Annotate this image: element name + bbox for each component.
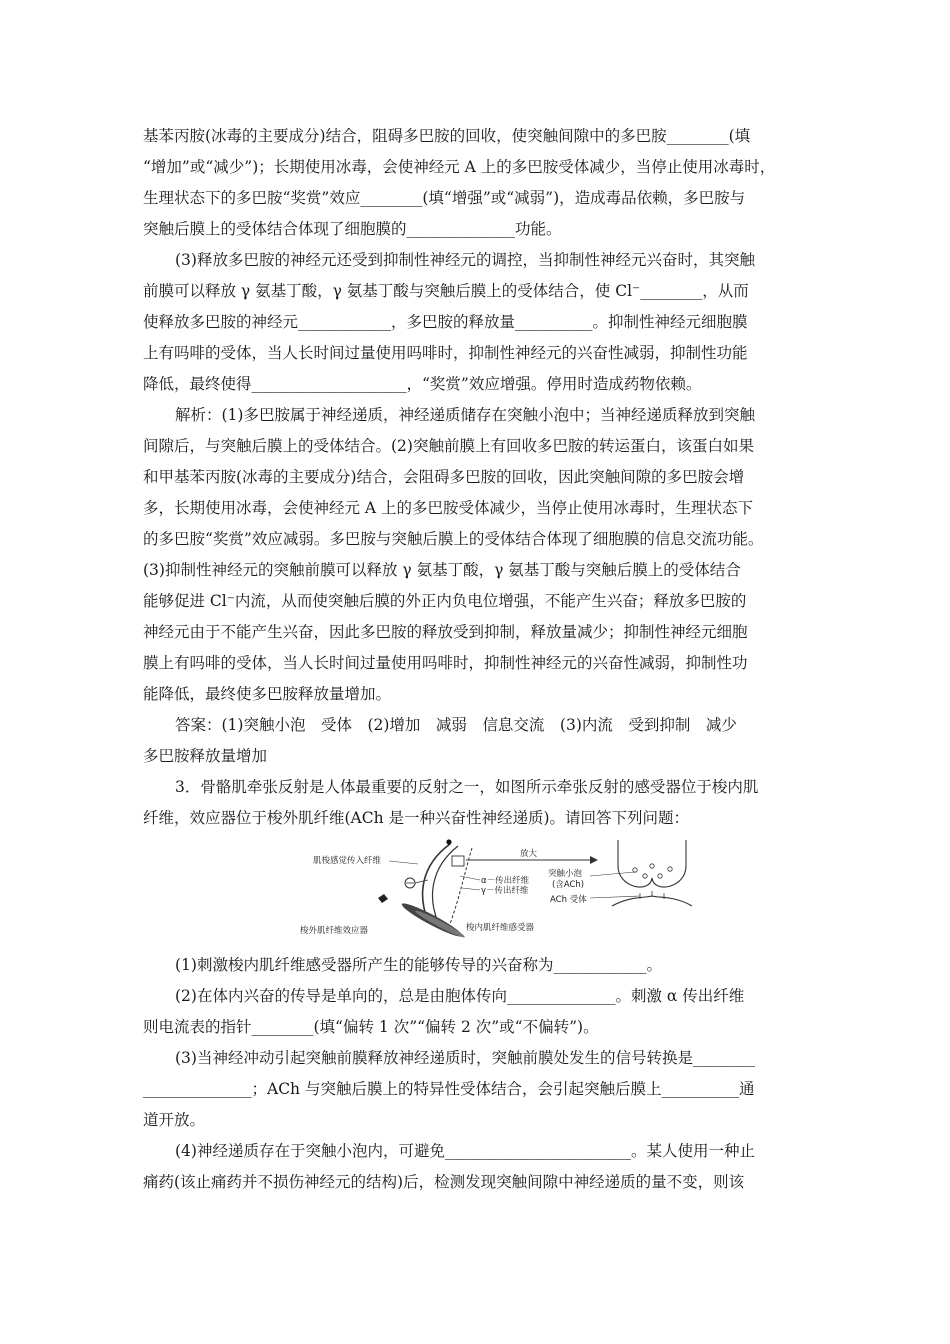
explanation-line: 多，长期使用冰毒，会使神经元 A 上的多巴胺受体减少，当停止使用冰毒时，生理状态下 bbox=[143, 499, 754, 517]
explanation-line: (3)抑制性神经元的突触前膜可以释放 γ 氨基丁酸，γ 氨基丁酸与突触后膜上的受体结合 bbox=[143, 561, 741, 579]
label-ach-receptor: ACh 受体 bbox=[550, 895, 587, 905]
question-stem: 3．骨骼肌牵张反射是人体最重要的反射之一，如图所示牵张反射的感受器位于梭内肌 bbox=[175, 778, 759, 796]
question-item: (4)神经递质存在于突触小泡内，可避免________________________。某人使用一种止 bbox=[175, 1142, 755, 1160]
postsynaptic-membrane bbox=[612, 896, 692, 906]
text-line: 使释放多巴胺的神经元____________，多巴胺的释放量__________。抑制性神经元细胞膜 bbox=[143, 313, 748, 331]
neuron-body bbox=[446, 839, 451, 844]
label-gamma: γ－传出纤维 bbox=[481, 886, 529, 896]
explanation-line: 膜上有吗啡的受体，当人长时间过量使用吗啡时，抑制性神经元的兴奋性减弱，抑制性功 bbox=[143, 654, 748, 672]
label-afferent: 肌梭感觉传入纤维 bbox=[313, 856, 382, 866]
explanation-line: 的多巴胺“奖赏”效应减弱。多巴胺与突触后膜上的受体结合体现了细胞膜的信息交流功能。 bbox=[143, 530, 764, 548]
text-line: 降低，最终使得____________________，“奖赏”效应增强。停用时造成药物依赖。 bbox=[143, 375, 702, 393]
answer-line: 答案：(1)突触小泡 受体 (2)增加 减弱 信息交流 (3)内流 受到抑制 减少 bbox=[175, 716, 737, 734]
text-line: 基苯丙胺(冰毒的主要成分)结合，阻碍多巴胺的回收，使突触间隙中的多巴胺________(填 bbox=[143, 127, 751, 145]
label-magnify: 放大 bbox=[520, 849, 538, 859]
text-line: 前膜可以释放 γ 氨基丁酸，γ 氨基丁酸与突触后膜上的受体结合，使 Cl⁻________，从而 bbox=[143, 282, 749, 300]
question-item: (3)当神经冲动引起突触前膜释放神经递质时，突触前膜处发生的信号转换是________ bbox=[175, 1049, 755, 1067]
text-line: 突触后膜上的受体结合体现了细胞膜的______________功能。 bbox=[143, 220, 562, 238]
text-line: “增加”或“减少”)；长期使用冰毒，会使神经元 A 上的多巴胺受体减少，当停止使用冰毒时， bbox=[143, 158, 776, 176]
intrafusal-muscle bbox=[414, 908, 466, 940]
stretch-reflex-figure bbox=[300, 836, 700, 946]
gamma-fiber bbox=[450, 848, 472, 924]
question-stem: 纤维，效应器位于梭外肌纤维(ACh 是一种兴奋性神经递质)。请回答下列问题： bbox=[143, 809, 690, 827]
explanation-line: 和甲基苯丙胺(冰毒的主要成分)结合，会阻碍多巴胺的回收，因此突触间隙的多巴胺会增 bbox=[143, 468, 745, 486]
effector-mark bbox=[378, 894, 388, 903]
label-effector: 梭外肌纤维效应器 bbox=[300, 926, 369, 936]
question-item: (2)在体内兴奋的传导是单向的，总是由胞体传向______________。刺激 α 传出纤维 bbox=[175, 987, 745, 1005]
question-item: 痛药(该止痛药并不损伤神经元的结构)后，检测发现突触间隙中神经递质的量不变，则该 bbox=[143, 1173, 745, 1191]
label-vesicle-ach: (含ACh) bbox=[552, 880, 585, 890]
question-item: (1)刺激梭内肌纤维感受器所产生的能够传导的兴奋称为____________。 bbox=[175, 956, 662, 974]
question-item: 道开放。 bbox=[143, 1111, 206, 1129]
label-alpha: α－传出纤维 bbox=[481, 876, 530, 886]
stretch-reflex-diagram bbox=[300, 836, 700, 946]
label-vesicle: 突触小泡 bbox=[548, 869, 583, 879]
explanation-line: 能够促进 Cl⁻内流，从而使突触后膜的外正内负电位增强，不能产生兴奋；释放多巴胺的 bbox=[143, 592, 747, 610]
text-line: (3)释放多巴胺的神经元还受到抑制性神经元的调控，当抑制性神经元兴奋时，其突触 bbox=[175, 251, 755, 269]
explanation-line: 能降低，最终使多巴胺释放量增加。 bbox=[143, 685, 392, 703]
magnify-box bbox=[452, 856, 464, 866]
explanation-line: 解析：(1)多巴胺属于神经递质，神经递质储存在突触小泡中；当神经递质释放到突触 bbox=[175, 406, 755, 424]
explanation-line: 间隙后，与突触后膜上的受体结合。(2)突触前膜上有回收多巴胺的转运蛋白，该蛋白如果 bbox=[143, 437, 754, 455]
question-item: 则电流表的指针________(填“偏转 1 次”“偏转 2 次”或“不偏转”)。 bbox=[143, 1018, 599, 1036]
question-item: ______________；ACh 与突触后膜上的特异性受体结合，会引起突触后膜上__________通 bbox=[143, 1080, 755, 1098]
explanation-line: 神经元由于不能产生兴奋，因此多巴胺的释放受到抑制，释放量减少；抑制性神经元细胞 bbox=[143, 623, 748, 641]
text-line: 上有吗啡的受体，当人长时间过量使用吗啡时，抑制性神经元的兴奋性减弱，抑制性功能 bbox=[143, 344, 748, 362]
text-line: 生理状态下的多巴胺“奖赏”效应________(填“增强”或“减弱”)，造成毒品依赖，多巴胺与 bbox=[143, 189, 746, 207]
label-sensor: 梭内肌纤维感受器 bbox=[466, 923, 535, 933]
answer-line: 多巴胺释放量增加 bbox=[143, 747, 268, 765]
